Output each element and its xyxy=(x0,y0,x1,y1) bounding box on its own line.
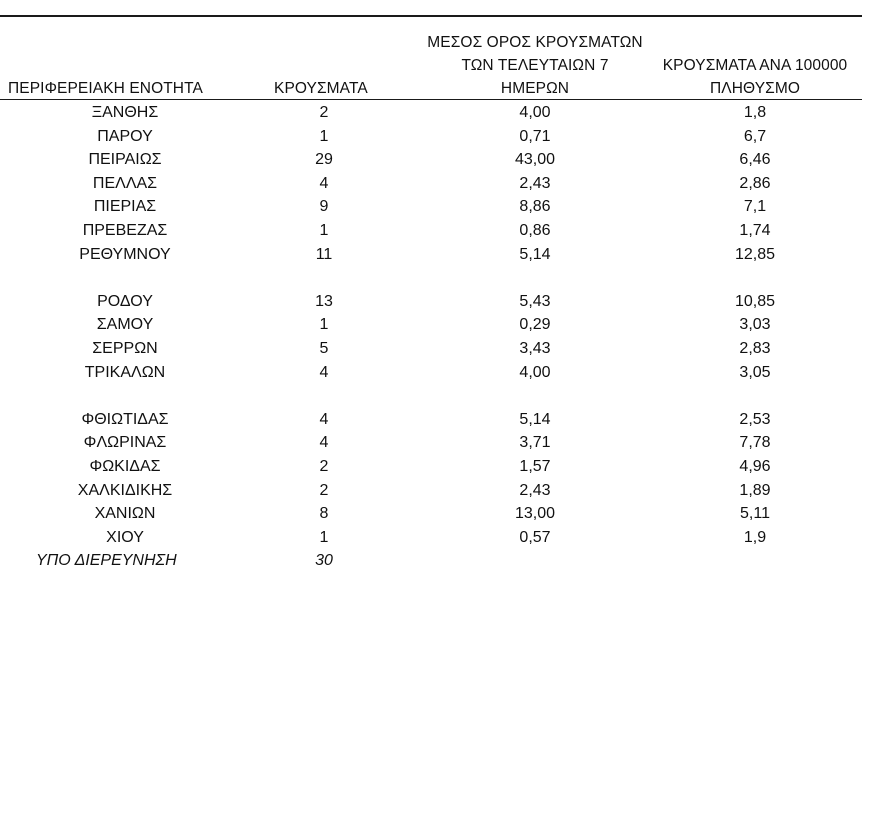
cell-avg: 5,14 xyxy=(519,245,551,263)
table-row xyxy=(0,526,862,550)
row-spacer xyxy=(0,266,862,290)
cell-region: ΧΑΝΙΩΝ xyxy=(94,505,156,523)
table-header xyxy=(0,36,862,100)
cell-per100k: 2,53 xyxy=(739,410,771,428)
cell-per100k: 1,89 xyxy=(739,481,771,499)
cell-per100k: 3,03 xyxy=(739,316,771,334)
cell-cases: 4 xyxy=(319,363,329,381)
table-row xyxy=(0,195,862,219)
cell-cases: 1 xyxy=(319,528,329,546)
header-avg-line-3: ΗΜΕΡΩΝ xyxy=(500,80,570,97)
cell-region: ΣΑΜΟΥ xyxy=(96,316,154,334)
cell-per100k: 10,85 xyxy=(734,292,776,310)
table-row xyxy=(0,479,862,503)
table-row xyxy=(0,172,862,196)
cell-avg: 3,71 xyxy=(519,434,551,452)
table-row xyxy=(0,502,862,526)
top-rule xyxy=(0,15,862,17)
header-region: ΠΕΡΙΦΕΡΕΙΑΚΗ ΕΝΟΤΗΤΑ xyxy=(8,80,203,97)
cell-cases: 2 xyxy=(319,481,329,499)
table-row xyxy=(0,125,862,149)
table-row xyxy=(0,408,862,432)
cell-cases: 1 xyxy=(319,221,329,239)
cell-cases: 8 xyxy=(319,505,329,523)
cell-avg: 3,43 xyxy=(519,339,551,357)
cell-region: ΧΙΟΥ xyxy=(106,528,144,546)
cell-avg: 2,43 xyxy=(519,481,551,499)
cell-avg: 0,29 xyxy=(519,316,551,334)
cell-avg: 4,00 xyxy=(519,104,551,121)
cell-cases: 1 xyxy=(319,127,329,145)
cell-per100k: 12,85 xyxy=(734,245,776,263)
table-row xyxy=(0,243,862,267)
cell-cases: 9 xyxy=(319,198,329,216)
under-investigation-label: ΥΠΟ ΔΙΕΡΕΥΝΗΣΗ xyxy=(36,552,177,570)
cell-per100k: 6,46 xyxy=(739,151,771,169)
cell-avg: 8,86 xyxy=(519,198,551,216)
cell-per100k: 7,78 xyxy=(739,434,771,452)
cell-avg: 2,43 xyxy=(519,174,551,192)
cell-per100k: 1,9 xyxy=(743,528,767,546)
table-row xyxy=(0,290,862,314)
cell-region: ΦΛΩΡΙΝΑΣ xyxy=(83,434,167,452)
cell-per100k: 2,86 xyxy=(739,174,771,192)
header-rule xyxy=(0,99,862,100)
table-row xyxy=(0,431,862,455)
cell-per100k: 1,8 xyxy=(743,104,767,121)
cell-region: ΠΙΕΡΙΑΣ xyxy=(93,198,157,216)
cell-region: ΠΕΙΡΑΙΩΣ xyxy=(88,151,162,169)
cell-cases: 13 xyxy=(315,292,333,310)
cell-region: ΠΑΡΟΥ xyxy=(97,127,153,145)
under-investigation-row xyxy=(0,549,862,573)
cell-cases: 4 xyxy=(319,434,329,452)
header-seven-day-average xyxy=(420,31,650,100)
cell-cases: 4 xyxy=(319,410,329,428)
cell-per100k: 2,83 xyxy=(739,339,771,357)
cell-avg: 0,86 xyxy=(519,221,551,239)
cell-cases: 11 xyxy=(315,245,333,263)
cell-cases: 29 xyxy=(315,151,333,169)
cell-region: ΧΑΛΚΙΔΙΚΗΣ xyxy=(77,481,173,499)
cell-cases: 1 xyxy=(319,316,329,334)
cell-avg: 0,57 xyxy=(519,528,551,546)
cases-table xyxy=(0,101,862,573)
cell-per100k: 1,74 xyxy=(739,221,771,239)
row-spacer xyxy=(0,384,862,408)
header-per100k-line-1: ΚΡΟΥΣΜΑΤΑ ΑΝΑ 100000 xyxy=(662,57,848,74)
cell-region: ΠΡΕΒΕΖΑΣ xyxy=(82,221,168,239)
cell-region: ΣΕΡΡΩΝ xyxy=(92,339,158,357)
cell-per100k: 3,05 xyxy=(739,363,771,381)
table-row xyxy=(0,455,862,479)
cell-region: ΞΑΝΘΗΣ xyxy=(91,104,159,121)
header-cases: ΚΡΟΥΣΜΑΤΑ xyxy=(274,80,368,97)
cell-avg: 5,14 xyxy=(519,410,551,428)
cell-cases: 2 xyxy=(319,457,329,475)
under-investigation-cases: 30 xyxy=(315,552,333,570)
cell-region: ΠΕΛΛΑΣ xyxy=(92,174,158,192)
cell-region: ΡΟΔΟΥ xyxy=(97,292,153,310)
table-row xyxy=(0,337,862,361)
cell-avg: 4,00 xyxy=(519,363,551,381)
header-per100k-line-2: ΠΛΗΘΥΣΜΟ xyxy=(710,80,800,97)
cell-avg: 1,57 xyxy=(519,457,551,475)
cell-per100k: 5,11 xyxy=(740,505,770,523)
cell-avg: 43,00 xyxy=(514,151,556,169)
table-row xyxy=(0,361,862,385)
cell-per100k: 4,96 xyxy=(739,457,771,475)
header-cases-per-100k xyxy=(644,54,866,100)
cell-cases: 4 xyxy=(319,174,329,192)
cell-region: ΤΡΙΚΑΛΩΝ xyxy=(84,363,166,381)
cell-cases: 5 xyxy=(319,339,329,357)
cell-region: ΦΩΚΙΔΑΣ xyxy=(89,457,161,475)
cell-per100k: 7,1 xyxy=(743,198,767,216)
table-row xyxy=(0,101,862,125)
cell-avg: 13,00 xyxy=(514,505,556,523)
cell-cases: 2 xyxy=(319,104,329,121)
cell-avg: 0,71 xyxy=(519,127,551,145)
cell-per100k: 6,7 xyxy=(743,127,767,145)
header-avg-line-2: ΤΩΝ ΤΕΛΕΥΤΑΙΩΝ 7 xyxy=(461,57,609,74)
table-row xyxy=(0,219,862,243)
cell-avg: 5,43 xyxy=(519,292,551,310)
table-row xyxy=(0,313,862,337)
table-row xyxy=(0,148,862,172)
header-avg-line-1: ΜΕΣΟΣ ΟΡΟΣ ΚΡΟΥΣΜΑΤΩΝ xyxy=(427,34,643,51)
cell-region: ΡΕΘΥΜΝΟΥ xyxy=(79,245,171,263)
cell-region: ΦΘΙΩΤΙΔΑΣ xyxy=(81,410,169,428)
